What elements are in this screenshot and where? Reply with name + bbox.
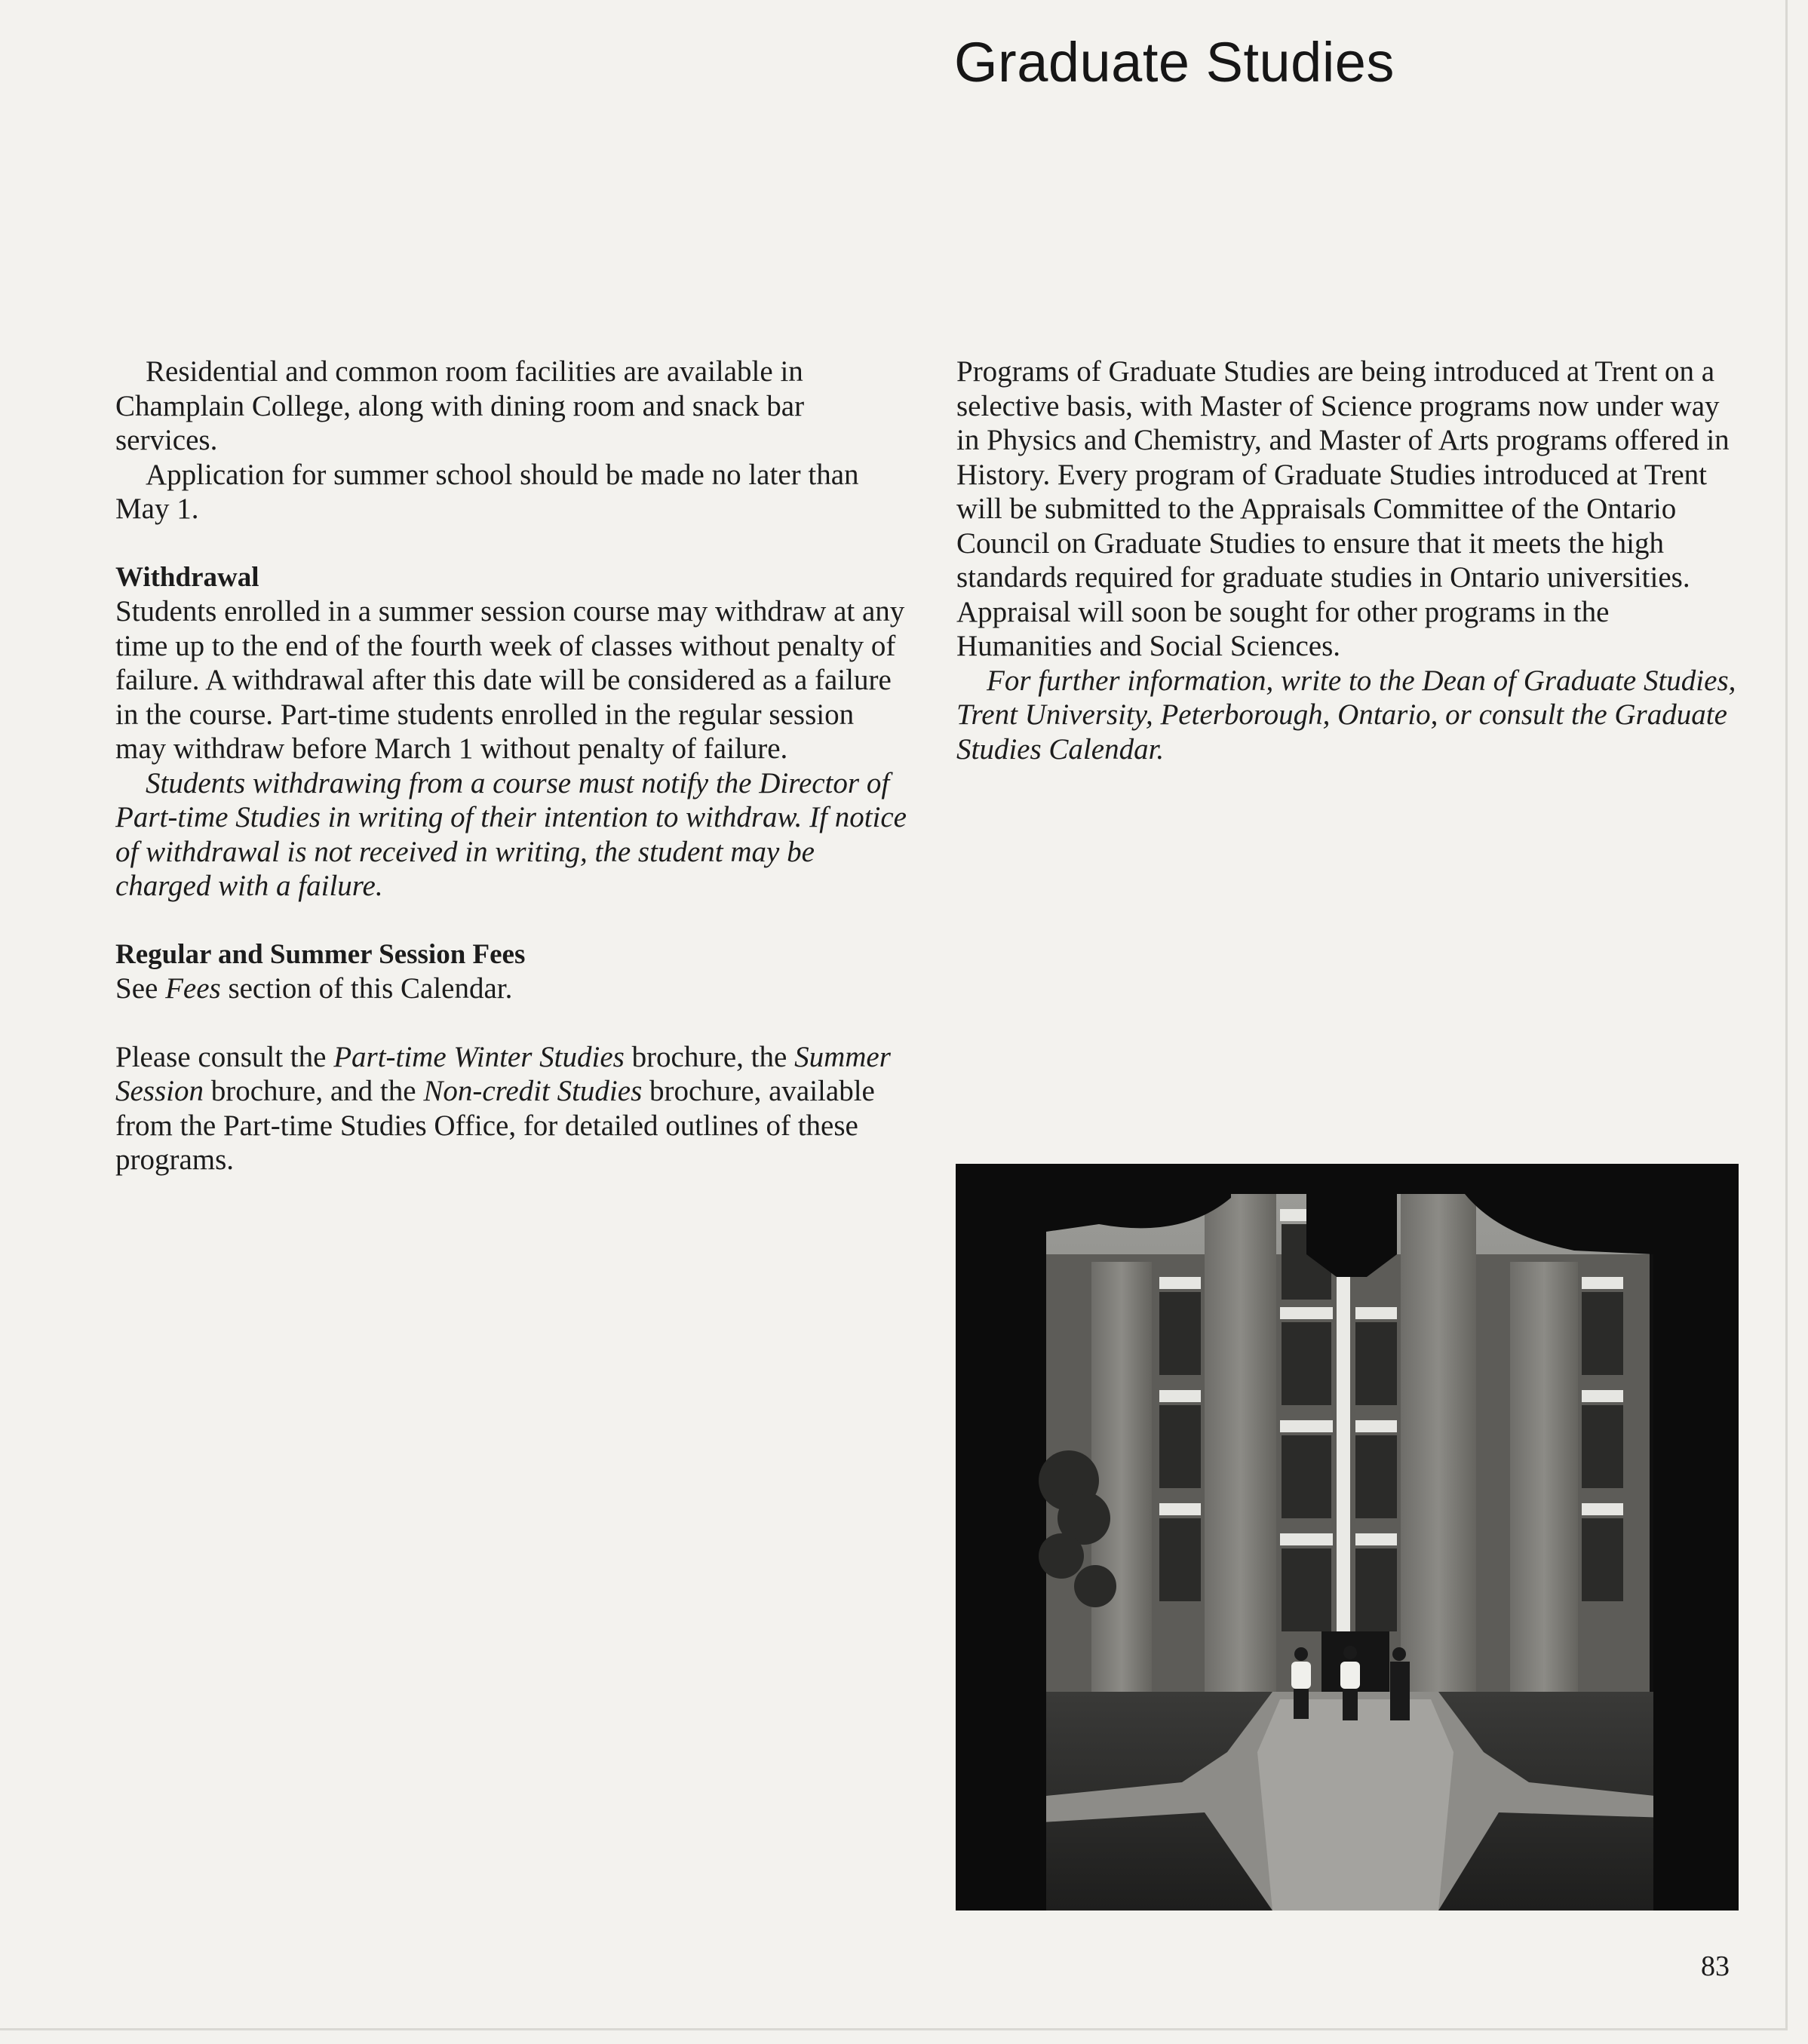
withdrawal-paragraph: Students enrolled in a summer session course may withdraw at any time up to the end of the fourth week of classes without penalty of failure. A withdrawal after this date will be considered as a failure in the course. Part-time students enrolled in the regular session may withdraw before March 1 without penalty of failure. xyxy=(115,595,905,765)
summer-session-brochure: Summer Session xyxy=(115,1040,891,1107)
fees-section-reference: Fees xyxy=(165,972,221,1005)
further-information-text: For further information, write to the Dean of Graduate Studies, Trent University, Peterborough, Ontario, or consult the Graduate Studies Calendar. xyxy=(956,664,1736,766)
withdrawal-notice-text: Students withdrawing from a course must notify the Director of Part-time Studies in writing of their intention to withdraw. If notice of withdrawal is not received in writing, the student may be charged with a failure. xyxy=(115,766,907,902)
right-column xyxy=(956,354,1748,766)
consult-text-2: brochure, the xyxy=(624,1040,795,1073)
left-column xyxy=(115,354,907,1177)
consult-text-4: brochure, available from the Part-time Studies Office, for detailed outlines of these programs. xyxy=(115,1075,875,1176)
consult-text-1: Please consult the xyxy=(115,1040,334,1073)
courtyard-illustration xyxy=(956,1164,1739,1910)
graduate-programs-paragraph: Programs of Graduate Studies are being introduced at Trent on a selective basis, with Master of Science programs now under way in Physics and Chemistry, and Master of Arts programs offered in History. Every program of Graduate Studies introduced at Trent will be submitted to the Appraisals Committee of the Ontario Council on Graduate Studies to ensure that it meets the high standards required for graduate studies in Ontario universities. Appraisal will soon be sought for other programs in the Humanities and Social Sciences. xyxy=(956,355,1730,662)
college-courtyard-photo xyxy=(956,1164,1739,1910)
fees-post: section of this Calendar. xyxy=(220,972,513,1005)
residence-paragraph: Residential and common room facilities are available in Champlain College, along with dining room and snack bar services. xyxy=(115,355,805,456)
application-paragraph: Application for summer school should be made no later than May 1. xyxy=(115,458,859,525)
fees-paragraph xyxy=(115,971,907,1006)
further-information-paragraph xyxy=(956,664,1748,767)
page-title: Graduate Studies xyxy=(954,31,1395,94)
fees-pre: See xyxy=(115,972,166,1005)
page-number: 83 xyxy=(1701,1950,1730,1982)
consult-text-3: brochure, and the xyxy=(204,1075,424,1107)
fees-heading: Regular and Summer Session Fees xyxy=(115,938,526,970)
non-credit-brochure: Non-credit Studies xyxy=(423,1075,643,1107)
consult-paragraph xyxy=(115,1040,907,1177)
withdrawal-heading: Withdrawal xyxy=(115,561,259,593)
winter-studies-brochure: Part-time Winter Studies xyxy=(333,1040,625,1073)
withdrawal-notice xyxy=(115,766,907,904)
